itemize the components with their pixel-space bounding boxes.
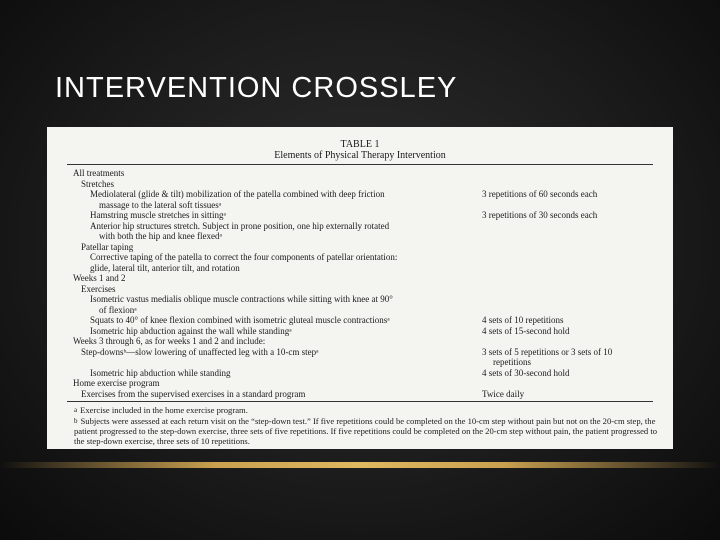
slide-title: INTERVENTION CROSSLEY [55, 72, 458, 104]
table-row: Corrective taping of the patella to correct the four components of patellar orientation: [90, 252, 398, 262]
table-figure [47, 127, 673, 449]
table-caption: Elements of Physical Therapy Intervention [274, 150, 446, 161]
decorative-gold-bar [0, 462, 720, 468]
table-row: Squats to 40° of knee flexion combined with isometric gluteal muscle contractionsᵃ 4 sets of 10 repetitions [90, 315, 564, 325]
table-row: Step-downsᵇ—slow lowering of unaffected leg with a 10-cm stepᵃ 3 sets of 5 repetitions or 3 sets of 10 [81, 346, 613, 357]
table-row: glide, lateral tilt, anterior tilt, and rotation [90, 262, 240, 273]
table-row: Patellar taping [81, 241, 134, 252]
table-footnote: $^a$ Exercise included in the home exercise program. [74, 405, 248, 415]
table-row: Weeks 1 and 2 [73, 273, 126, 283]
table-row: Stretches [81, 178, 114, 189]
table-bottom-rule [67, 401, 653, 402]
table-row: of flexionᵃ [99, 304, 137, 315]
table-row: Exercises from the supervised exercises in a standard program Twice daily [81, 388, 525, 399]
table-row: All treatments [73, 168, 125, 178]
table-row: Home exercise program [73, 378, 160, 388]
table-row: Isometric hip abduction while standing 4 sets of 30-second hold [90, 367, 570, 378]
table-row: Isometric hip abduction against the wall while standingᵃ 4 sets of 15-second hold [90, 325, 570, 336]
table-row: Isometric vastus medialis oblique muscle contractions while sitting with knee at 90° [90, 294, 393, 304]
table-footnote: $^b$ Subjects were assessed at each return visit on the “step-down test.” If five repetitions could be completed on the 10-cm step without pain but not on the 20-cm step, the patient progressed to the step-down exercise, three sets of five repetitions. If five repetitions could be completed on the 20-cm step without pain, the patient progressed to the step-down exercise, three sets of 10 repetitions. [74, 416, 658, 446]
table-row: repetitions [493, 357, 531, 367]
table-row: Mediolateral (glide & tilt) mobilization of the patella combined with deep friction 3 repetitions of 60 seconds each [90, 189, 598, 199]
table-row: Hamstring muscle stretches in sittingᵃ 3 repetitions of 30 seconds each [90, 210, 598, 220]
table-top-rule [67, 164, 653, 165]
table-row: Anterior hip structures stretch. Subject in prone position, one hip externally rotated [90, 220, 390, 231]
table-row: Weeks 3 through 6, as for weeks 1 and 2 and include: [73, 336, 266, 346]
table-row: massage to the lateral soft tissuesᵃ [99, 199, 222, 210]
table-number: TABLE 1 [340, 139, 380, 150]
table-row: Exercises [81, 283, 116, 294]
table-row: with both the hip and knee flexedᵃ [99, 231, 222, 241]
